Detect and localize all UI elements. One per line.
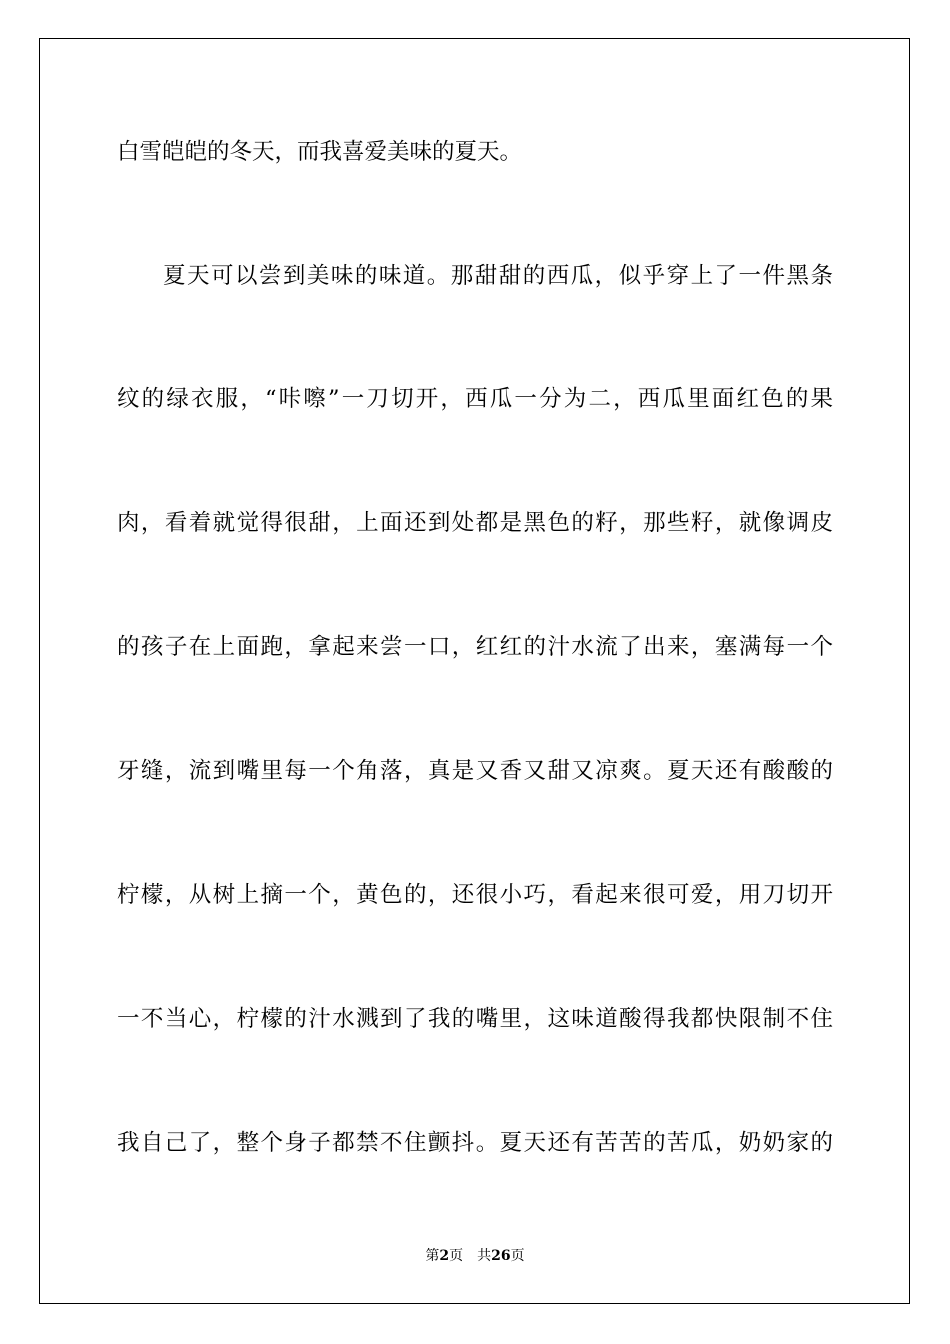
- total-pages: 26: [491, 1248, 511, 1264]
- paragraph-line-8: 一不当心，柠檬的汁水溅到了我的嘴里，这味道酸得我都快限制不住: [117, 1006, 833, 1032]
- page-number: 2: [439, 1248, 450, 1264]
- paragraph-line-6: 牙缝，流到嘴里每一个角落，真是又香又甜又凉爽。夏天还有酸酸的: [117, 758, 833, 784]
- total-suffix: 页: [510, 1248, 525, 1264]
- paragraph-line-3: 纹的绿衣服，“咔嚓”一刀切开，西瓜一分为二，西瓜里面红色的果: [117, 386, 833, 412]
- paragraph-line-2: 夏天可以尝到美味的味道。那甜甜的西瓜，似乎穿上了一件黑条: [163, 263, 833, 289]
- paragraph-line-5: 的孩子在上面跑，拿起来尝一口，红红的汁水流了出来，塞满每一个: [117, 634, 833, 660]
- page-suffix: 页: [449, 1248, 464, 1264]
- paragraph-line-4: 肉，看着就觉得很甜，上面还到处都是黑色的籽，那些籽，就像调皮: [117, 510, 833, 536]
- page-border: [39, 38, 910, 1304]
- paragraph-line-9: 我自己了，整个身子都禁不住颤抖。夏天还有苦苦的苦瓜，奶奶家的: [117, 1130, 833, 1156]
- total-prefix: 共: [477, 1248, 492, 1264]
- paragraph-line-7: 柠檬，从树上摘一个，黄色的，还很小巧，看起来很可爱，用刀切开: [117, 882, 833, 908]
- page-prefix: 第: [425, 1248, 440, 1264]
- paragraph-line-1: 白雪皑皑的冬天，而我喜爱美味的夏天。: [117, 139, 523, 165]
- page-footer: [0, 1246, 950, 1266]
